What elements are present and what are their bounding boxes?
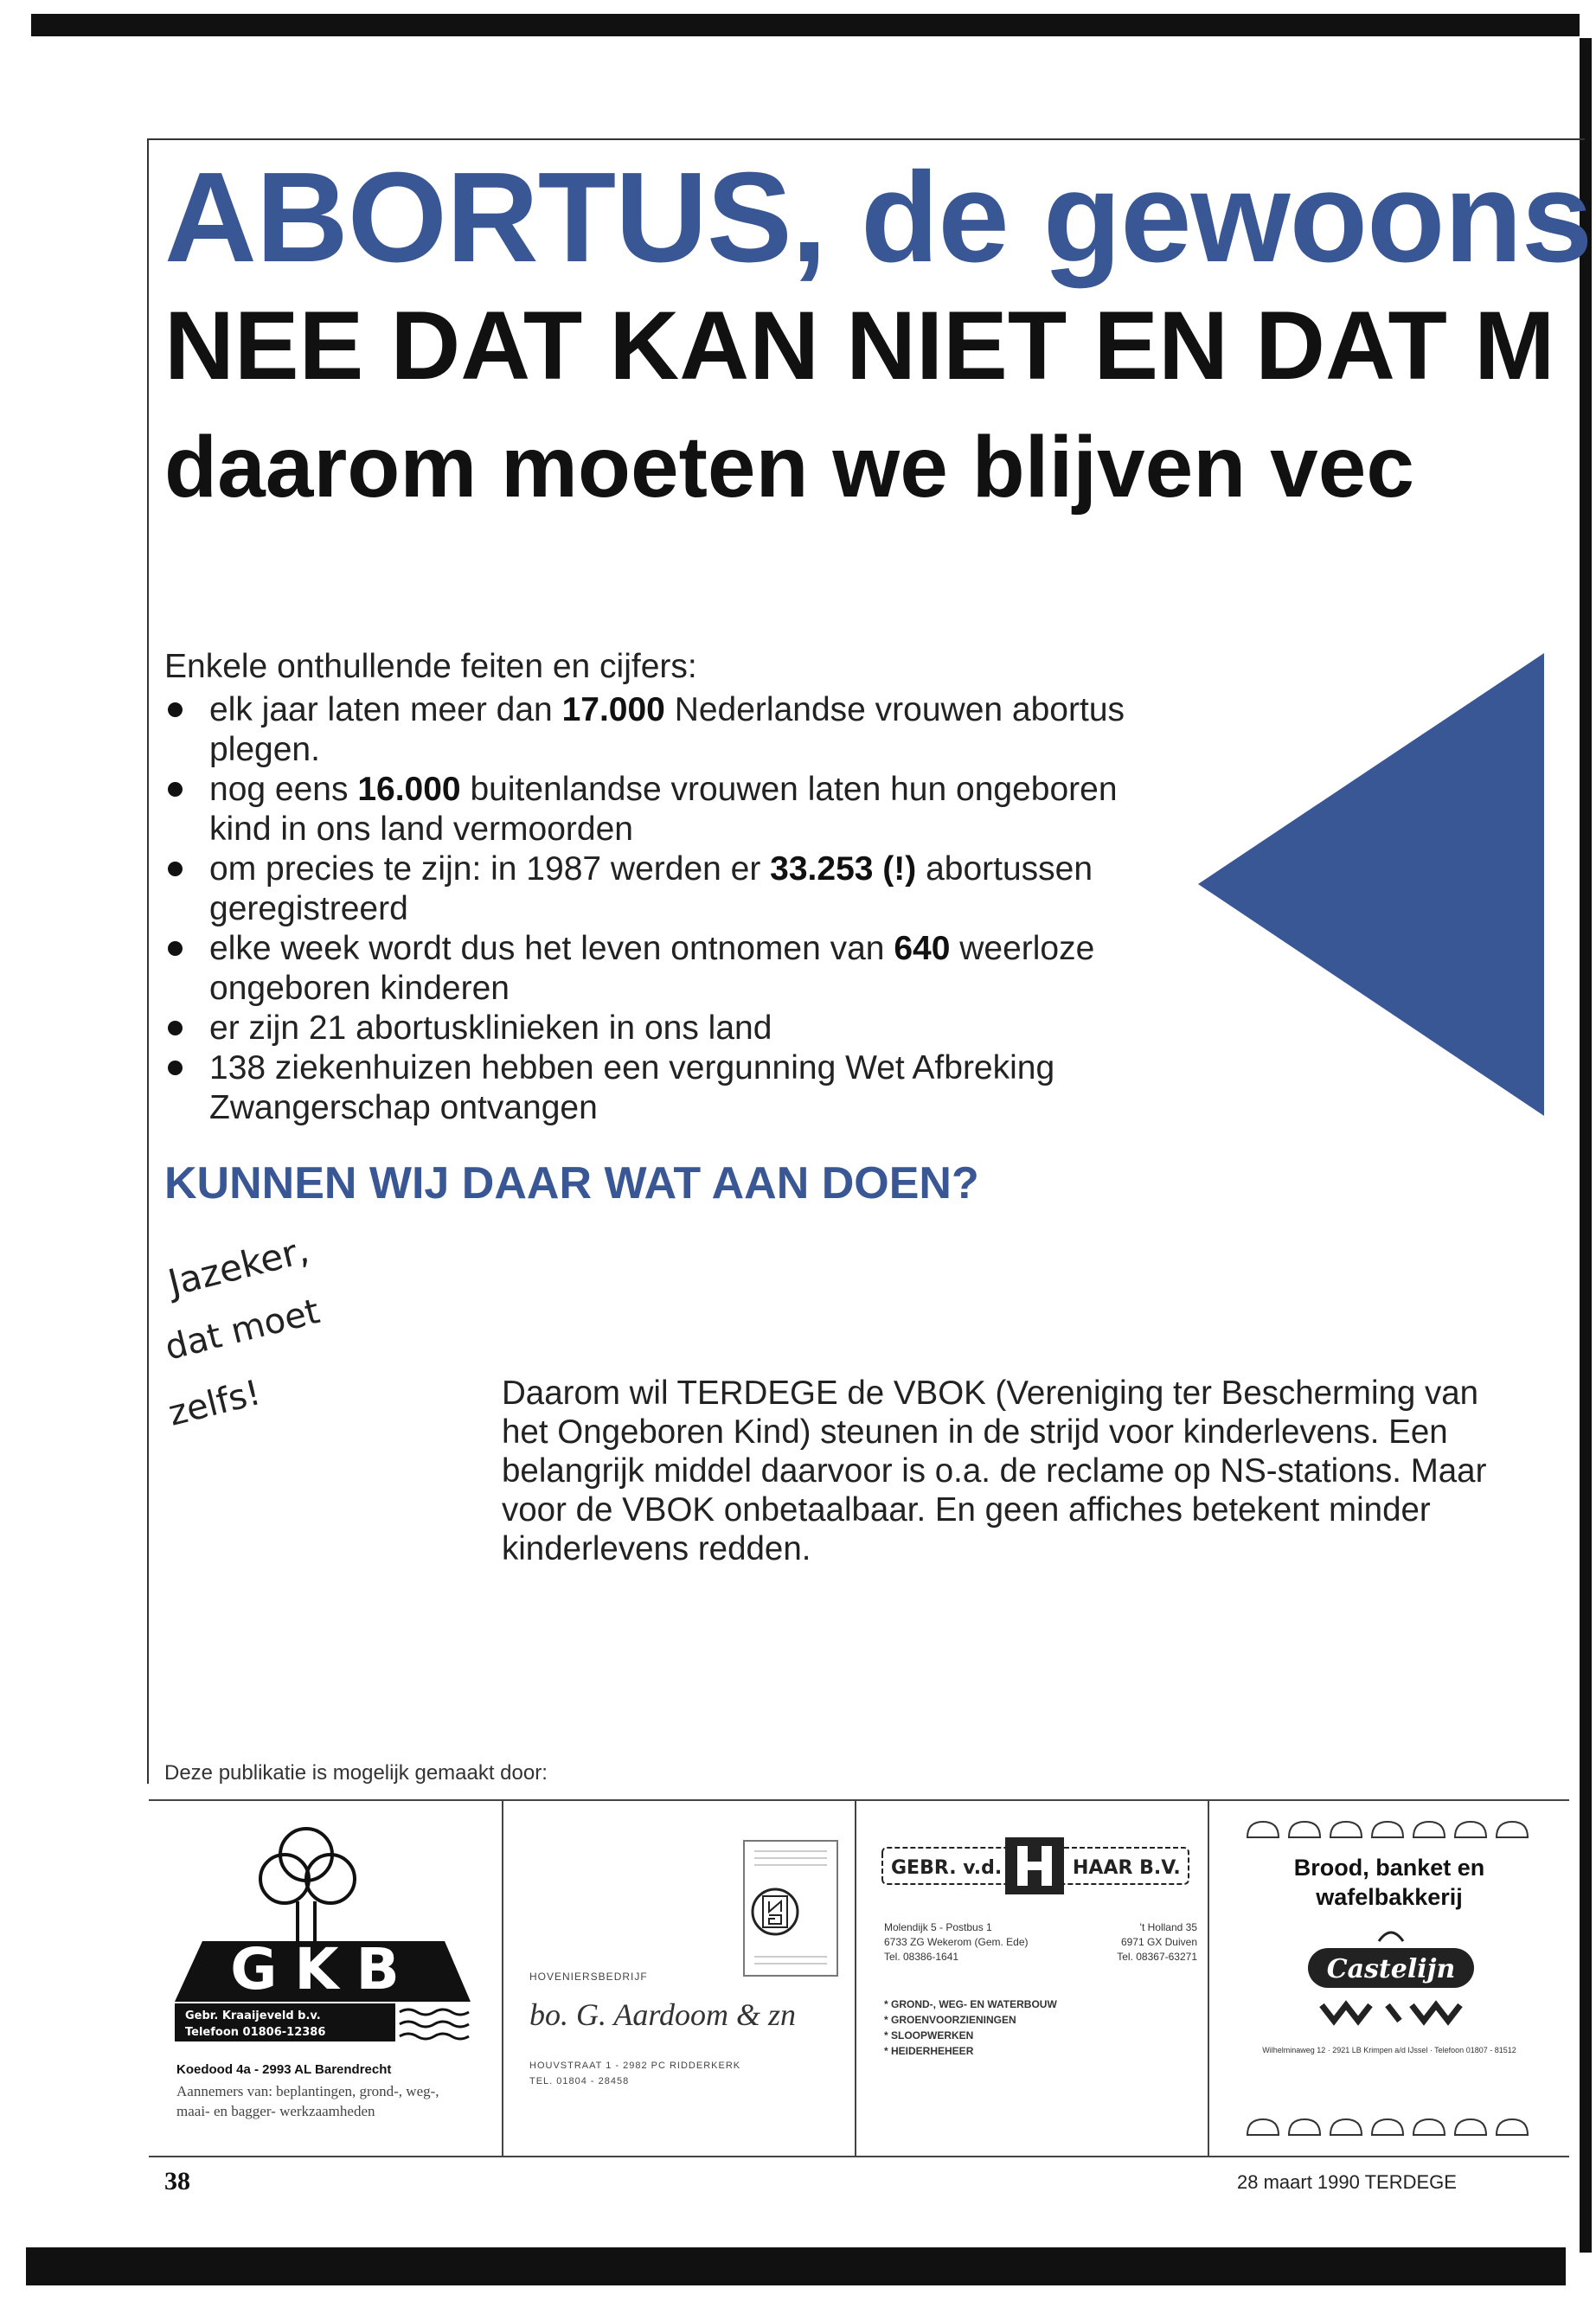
bullet-icon [168,702,183,717]
haar-services: * GROND-, WEG- EN WATERBOUW * GROENVOORZIENINGEN * SLOOPWERKEN * HEIDERHEHEER [884,1998,1057,2057]
haar-left-name: GEBR. v.d. [891,1857,1003,1879]
sponsor-bakery [1209,1801,1569,2156]
fact-item: om precies te zijn: in 1987 werden er 33.253 (!) abortussen geregistreerd [164,849,1185,929]
top-print-border [31,14,1580,36]
handwritten-line-3: zelfs! [164,1373,265,1434]
issue-dateline: 28 maart 1990 TERDEGE [1237,2171,1457,2193]
facts-intro: Enkele onthullende feiten en cijfers: [164,648,697,685]
sponsor-strip [149,1799,1569,2157]
bakery-title: Brood, banket en wafelbakkerij [1293,1855,1485,1910]
question-heading: KUNNEN WIJ DAAR WAT AAN DOEN? [164,1158,979,1208]
haar-left-address: Molendijk 5 - Postbus 1 6733 ZG Wekerom (Gem. Ede) Tel. 08386-1641 [884,1921,1029,1963]
facts-list [164,690,1185,1128]
sponsors-intro: Deze publikatie is mogelijk gemaakt door: [164,1761,548,1785]
fact-item: er zijn 21 abortusklinieken in ons land [164,1009,1185,1048]
body-paragraph: Daarom wil TERDEGE de VBOK (Vereniging ter Bescherming van het Ongeboren Kind) steunen in de strijd voor kinderlevens. Een belangrijk middel daarvoor is o.a. de reclame op NS-stations. Maar voor de VBOK onbetaalbaar. En geen affiches betekent minder kinderlevens redden. [502,1375,1487,1567]
fact-item: 138 ziekenhuizen hebben een vergunning Wet Afbreking Zwangerschap ontvangen [164,1048,1185,1128]
hovenier-name: bo. G. Aardoom & zn [529,1997,797,2032]
hovenier-tel: TEL. 01804 - 28458 [529,2076,630,2086]
castelijn-logo-text: Castelijn [1326,1954,1456,1984]
bottom-print-border [26,2247,1566,2285]
facts-section [164,647,1185,1128]
hovenier-label: HOVENIERSBEDRIJF [529,1971,648,1983]
haar-right-address: 't Holland 35 6971 GX Duiven Tel. 08367-63271 [1117,1921,1197,1963]
hovenier-street: HOUVSTRAAT 1 - 2982 PC RIDDERKERK [529,2061,741,2071]
bakery-address: Wilhelminaweg 12 · 2921 LB Krimpen a/d IJssel · Telefoon 01807 - 81512 [1262,2046,1516,2054]
gkb-description: Aannemers van: beplantingen, grond-, weg-, maai- en bagger- werkzaamheden [176,2083,439,2119]
headline-nee: NEE DAT KAN NIET EN DAT M [164,292,1555,400]
bullet-icon [168,1021,183,1035]
handwritten-line-1: Jazeker, [163,1228,313,1304]
gkb-logo [168,1811,479,2062]
bullet-icon [168,782,183,797]
haar-logo [875,1836,1195,1896]
bullet-icon [168,1061,183,1075]
haar-right-name: HAAR B.V. [1073,1857,1181,1879]
page-number: 38 [164,2167,190,2195]
handwritten-note [160,1228,402,1453]
blue-triangle-graphic [1198,653,1544,1116]
sponsor-van-der-haar [856,1801,1209,2156]
gkb-address: Koedood 4a - 2993 AL Barendrecht [176,2062,392,2077]
sponsor-hovenier [503,1801,856,2156]
headline-daarom: daarom moeten we blijven vec [164,419,1414,516]
headline-abortus: ABORTUS, de gewoons [164,146,1593,289]
fact-item: elke week wordt dus het leven ontnomen van 640 weerloze ongeboren kinderen [164,929,1185,1009]
pastry-border-icon [1244,1815,1538,1844]
gkb-logo-text: GKB [230,1936,417,2003]
fact-item: elk jaar laten meer dan 17.000 Nederlandse vrouwen abortus plegen. [164,690,1185,770]
sponsor-gkb [149,1801,503,2156]
gkb-company: Gebr. Kraaijeveld b.v. [185,2009,321,2022]
castelijn-logo [1296,1922,1486,2035]
handwritten-line-2: dat moet [161,1292,324,1368]
gkb-phone: Telefoon 01806-12386 [185,2026,326,2039]
fact-item: nog eens 16.000 buitenlandse vrouwen laten hun ongeboren kind in ons land vermoorden [164,770,1185,849]
bullet-icon [168,941,183,956]
pastry-border-icon [1244,2112,1538,2142]
bullet-icon [168,862,183,876]
hovenier-badge-logo [742,1839,839,1977]
